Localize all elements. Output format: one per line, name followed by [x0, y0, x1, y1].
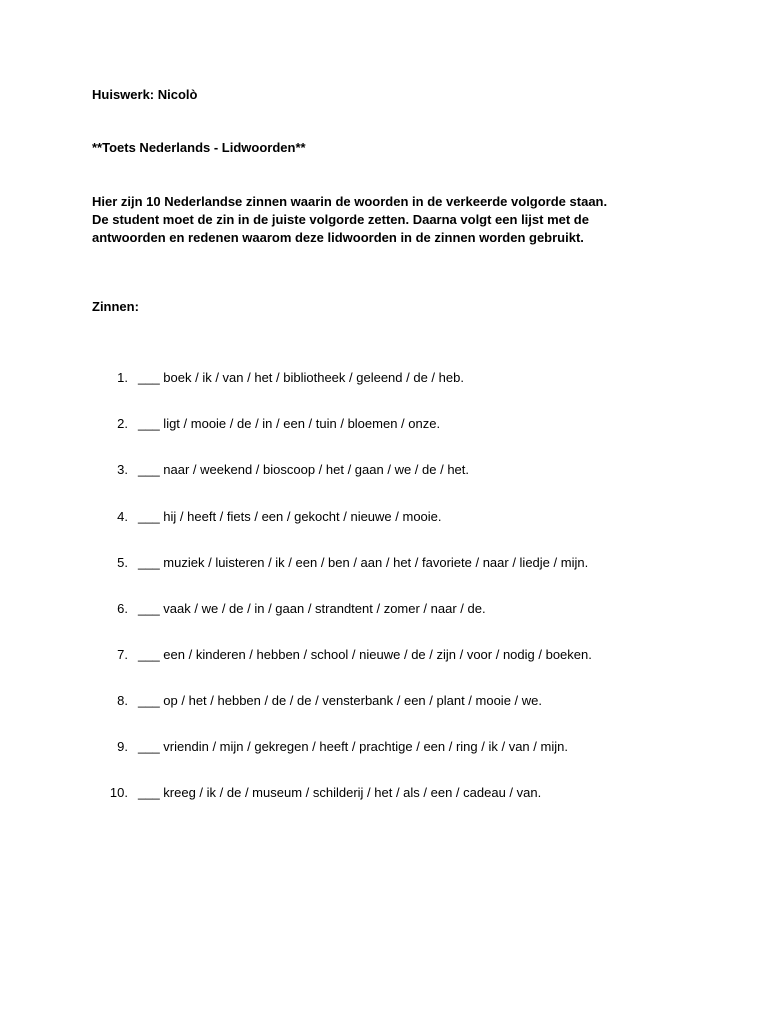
item-number: 4. [117, 509, 128, 524]
document-title: Huiswerk: Nicolò [92, 87, 198, 102]
item-text: ___ vriendin / mijn / gekregen / heeft / prachtige / een / ring / ik / van / mijn. [138, 739, 568, 754]
intro-line: Hier zijn 10 Nederlandse zinnen waarin de woorden in de verkeerde volgorde staan. [92, 194, 608, 209]
item-number: 10. [109, 785, 128, 800]
item-text: ___ op / het / hebben / de / de / vensterbank / een / plant / mooie / we. [138, 693, 542, 708]
item-number: 9. [117, 739, 128, 754]
item-text: ___ vaak / we / de / in / gaan / strandtent / zomer / naar / de. [138, 601, 486, 616]
item-number: 3. [117, 462, 128, 477]
item-text: ___ een / kinderen / hebben / school / nieuwe / de / zijn / voor / nodig / boeken. [138, 647, 592, 662]
item-text: ___ muziek / luisteren / ik / een / ben / aan / het / favoriete / naar / liedje / mijn. [138, 555, 589, 570]
item-number: 1. [117, 370, 128, 385]
intro-line: De student moet de zin in de juiste volgorde zetten. Daarna volgt een lijst met de [92, 212, 589, 227]
intro-line: antwoorden en redenen waarom deze lidwoorden in de zinnen worden gebruikt. [92, 230, 584, 245]
item-text: ___ naar / weekend / bioscoop / het / gaan / we / de / het. [138, 462, 469, 477]
item-text: ___ kreeg / ik / de / museum / schilderij / het / als / een / cadeau / van. [138, 785, 542, 800]
test-title: **Toets Nederlands - Lidwoorden** [92, 140, 306, 155]
item-text: ___ hij / heeft / fiets / een / gekocht / nieuwe / mooie. [138, 509, 442, 524]
item-number: 7. [117, 647, 128, 662]
sentences-heading: Zinnen: [92, 299, 139, 314]
intro-paragraph [92, 193, 692, 247]
item-number: 6. [117, 601, 128, 616]
item-number: 8. [117, 693, 128, 708]
item-number: 5. [117, 555, 128, 570]
item-text: ___ boek / ik / van / het / bibliotheek / geleend / de / heb. [138, 370, 464, 385]
item-text: ___ ligt / mooie / de / in / een / tuin / bloemen / onze. [138, 416, 441, 431]
item-number: 2. [117, 416, 128, 431]
